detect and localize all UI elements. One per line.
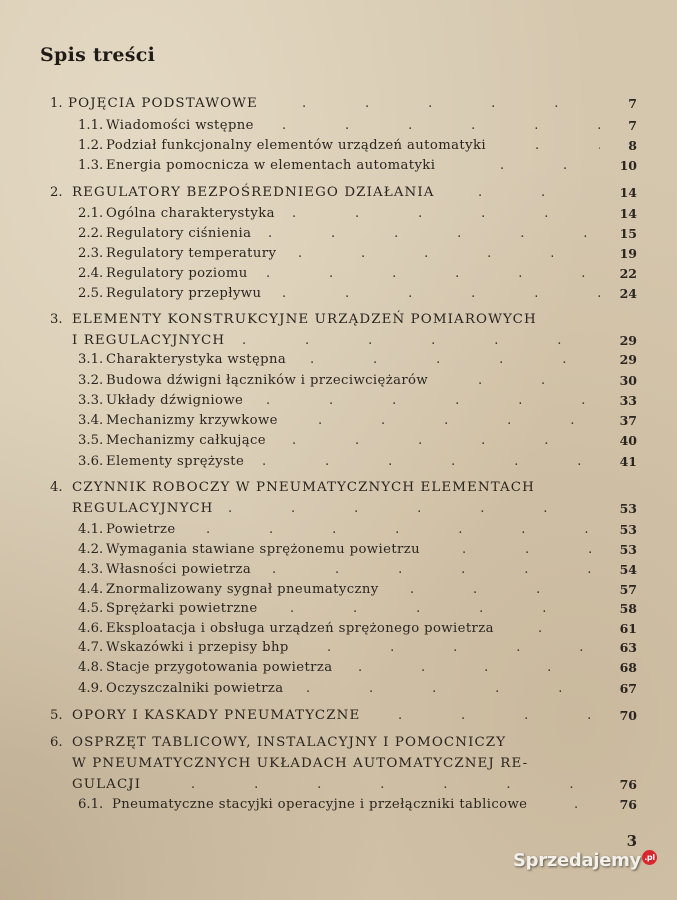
toc-entry-title: Regulatory temperatury xyxy=(106,246,277,261)
toc-entry-page: 41 xyxy=(619,454,637,469)
toc-entry-title: Znormalizowany sygnał pneumatyczny xyxy=(106,582,379,597)
toc-entry xyxy=(0,224,677,244)
toc-leader-dots xyxy=(358,658,600,678)
toc-entry xyxy=(0,540,677,560)
toc-entry xyxy=(0,619,677,639)
toc-entry-page: 58 xyxy=(619,601,637,616)
toc-entry-page: 70 xyxy=(619,708,637,723)
toc-entry xyxy=(0,452,677,472)
toc-entry-title: Własności powietrza xyxy=(106,562,252,577)
toc-entry xyxy=(0,679,677,699)
toc-entry-number: 5. xyxy=(50,708,63,723)
toc-entry-title: Mechanizmy krzywkowe xyxy=(106,413,278,428)
toc-leader-dots xyxy=(535,136,600,156)
toc-entry-page: 53 xyxy=(619,542,637,557)
toc-entry xyxy=(0,560,677,580)
toc-entry-title: REGULATORY BEZPOŚREDNIEGO DZIAŁANIA xyxy=(72,185,435,200)
toc-leader-dots xyxy=(128,775,600,795)
toc-entry-number: 1. xyxy=(50,96,63,111)
toc-entry-page: 63 xyxy=(619,640,637,655)
toc-entry xyxy=(0,244,677,264)
toc-entry-number: 2. xyxy=(50,185,63,200)
toc-entry-number: 4.4. xyxy=(78,582,104,597)
toc-leader-dots xyxy=(462,540,600,560)
toc-entry-title: Wskazówki i przepisy bhp xyxy=(106,640,289,655)
toc-entry-page: 76 xyxy=(619,797,637,812)
toc-leader-dots xyxy=(398,706,600,726)
toc-entry-page: 53 xyxy=(619,522,637,537)
toc-entry-page: 7 xyxy=(628,118,637,133)
toc-entry-title: W PNEUMATYCZNYCH UKŁADACH AUTOMATYCZNEJ RE- xyxy=(72,756,529,771)
toc-entry-page: 57 xyxy=(619,582,637,597)
toc-entry-number: 2.3. xyxy=(78,246,104,261)
toc-entry xyxy=(0,599,677,619)
toc-entry-title: OPORY I KASKADY PNEUMATYCZNE xyxy=(72,708,361,723)
toc-entry xyxy=(0,94,677,114)
toc-entry-title: POJĘCIA PODSTAWOWE xyxy=(68,96,258,111)
toc-entry-title: CZYNNIK ROBOCZY W PNEUMATYCZNYCH ELEMENTACH xyxy=(72,480,535,495)
toc-leader-dots xyxy=(290,599,600,619)
toc-entry-number: 4.9. xyxy=(78,681,104,696)
toc-entry-title: REGULACYJNYCH xyxy=(72,501,214,516)
toc-leader-dots xyxy=(282,284,600,304)
toc-entry xyxy=(0,136,677,156)
toc-leader-dots xyxy=(318,411,600,431)
toc-entry-number: 3.2. xyxy=(78,373,104,388)
toc-entry-page: 33 xyxy=(619,393,637,408)
toc-entry-title: Regulatory poziomu xyxy=(106,266,248,281)
toc-entry-number: 2.5. xyxy=(78,286,104,301)
toc-entry xyxy=(0,638,677,658)
toc-leader-dots xyxy=(310,350,600,370)
toc-entry-number: 2.1. xyxy=(78,206,104,221)
toc-entry-title: Oczyszczalniki powietrza xyxy=(106,681,284,696)
toc-entry-number: 4.3. xyxy=(78,562,104,577)
toc-entry-page: 15 xyxy=(619,226,637,241)
toc-entry xyxy=(0,499,677,519)
toc-leader-dots xyxy=(228,499,600,519)
toc-entry-number: 1.2. xyxy=(78,138,104,153)
toc-entry-title: OSPRZĘT TABLICOWY, INSTALACYJNY I POMOCNICZY xyxy=(72,735,507,750)
toc-entry xyxy=(0,706,677,726)
toc-entry-number: 3.6. xyxy=(78,454,104,469)
toc-leader-dots xyxy=(538,619,600,639)
page-number: 3 xyxy=(626,832,637,850)
toc-entry-number: 3.5. xyxy=(78,433,104,448)
toc-entry xyxy=(0,264,677,284)
toc-entry-title: Ogólna charakterystyka xyxy=(106,206,275,221)
toc-entry xyxy=(0,775,677,795)
toc-entry-title: I REGULACYJNYCH xyxy=(72,333,226,348)
toc-entry-number: 4.1. xyxy=(78,522,104,537)
toc-leader-dots xyxy=(410,580,600,600)
toc-leader-dots xyxy=(306,679,600,699)
toc-leader-dots xyxy=(242,331,600,351)
toc-leader-dots xyxy=(266,264,600,284)
toc-entry-title: Stacje przygotowania powietrza xyxy=(106,660,333,675)
toc-leader-dots xyxy=(272,560,600,580)
toc-entry xyxy=(0,156,677,176)
toc-leader-dots xyxy=(264,638,600,658)
toc-entry-page: 67 xyxy=(619,681,637,696)
toc-entry xyxy=(0,350,677,370)
toc-entry-title: Sprężarki powietrzne xyxy=(106,601,258,616)
toc-entry xyxy=(0,733,677,753)
toc-entry-number: 6. xyxy=(50,735,63,750)
toc-entry-number: 4.6. xyxy=(78,621,104,636)
toc-entry-number: 4.7. xyxy=(78,640,104,655)
page-title: Spis treści xyxy=(40,44,156,66)
toc-entry-title: Energia pomocnicza w elementach automatyki xyxy=(106,158,436,173)
toc-entry-number: 1.3. xyxy=(78,158,104,173)
toc-entry xyxy=(0,204,677,224)
toc-entry-page: 10 xyxy=(619,158,637,173)
toc-entry xyxy=(0,310,677,330)
toc-entry-title: Układy dźwigniowe xyxy=(106,393,244,408)
toc-entry xyxy=(0,431,677,451)
toc-entry-title: Pneumatyczne stacyjki operacyjne i przełączniki tablicowe xyxy=(112,797,528,812)
toc-entry-page: 14 xyxy=(619,206,637,221)
toc-entry-title: ELEMENTY KONSTRUKCYJNE URZĄDZEŃ POMIAROWYCH xyxy=(72,312,537,327)
toc-entry-page: 8 xyxy=(628,138,637,153)
toc-entry-title: GULACJI xyxy=(72,777,142,792)
watermark-text: Sprzedajemy xyxy=(512,850,641,871)
toc-entry-title: Wiadomości wstępne xyxy=(106,118,254,133)
toc-entry-number: 3.1. xyxy=(78,352,104,367)
toc-leader-dots xyxy=(262,452,600,472)
toc-entry-page: 37 xyxy=(619,413,637,428)
toc-leader-dots xyxy=(298,244,600,264)
toc-entry-title: Charakterystyka wstępna xyxy=(106,352,287,367)
toc-entry xyxy=(0,331,677,351)
toc-entry-title: Eksploatacja i obsługa urządzeń sprężonego powietrza xyxy=(106,621,494,636)
toc-entry-page: 30 xyxy=(619,373,637,388)
toc-entry-page: 29 xyxy=(619,333,637,348)
toc-entry-title: Podział funkcjonalny elementów urządzeń automatyki xyxy=(106,138,486,153)
toc-entry xyxy=(0,116,677,136)
watermark-logo xyxy=(513,850,657,871)
toc-entry-page: 22 xyxy=(619,266,637,281)
toc-entry xyxy=(0,795,677,815)
toc-entry-page: 24 xyxy=(619,286,637,301)
toc-entry-title: Regulatory przepływu xyxy=(106,286,262,301)
toc-entry xyxy=(0,391,677,411)
toc-leader-dots xyxy=(268,224,600,244)
toc-leader-dots xyxy=(302,94,600,114)
toc-leader-dots xyxy=(478,183,600,203)
toc-leader-dots xyxy=(478,371,600,391)
toc-entry-number: 4. xyxy=(50,480,63,495)
toc-entry-page: 61 xyxy=(619,621,637,636)
toc-entry xyxy=(0,580,677,600)
toc-entry-page: 19 xyxy=(619,246,637,261)
toc-leader-dots xyxy=(500,156,600,176)
toc-entry xyxy=(0,520,677,540)
toc-entry-page: 68 xyxy=(619,660,637,675)
toc-entry-page: 40 xyxy=(619,433,637,448)
toc-entry-number: 3.3. xyxy=(78,393,104,408)
toc-entry-title: Elementy sprężyste xyxy=(106,454,245,469)
toc-entry xyxy=(0,284,677,304)
toc-entry-number: 4.2. xyxy=(78,542,104,557)
toc-entry-page: 7 xyxy=(628,96,637,111)
toc-entry-title: Wymagania stawiane sprężonemu powietrzu xyxy=(106,542,420,557)
toc-entry-title: Regulatory ciśnienia xyxy=(106,226,252,241)
toc-entry xyxy=(0,754,677,774)
toc-entry-page: 54 xyxy=(619,562,637,577)
toc-entry xyxy=(0,658,677,678)
toc-entry-number: 3. xyxy=(50,312,63,327)
toc-entry-number: 2.2. xyxy=(78,226,104,241)
toc-entry xyxy=(0,183,677,203)
toc-entry-number: 6.1. xyxy=(78,797,104,812)
toc-entry-number: 1.1. xyxy=(78,118,104,133)
toc-leader-dots xyxy=(266,391,600,411)
toc-entry xyxy=(0,371,677,391)
toc-leader-dots xyxy=(292,431,600,451)
toc-entry-number: 3.4. xyxy=(78,413,104,428)
toc-entry-page: 53 xyxy=(619,501,637,516)
toc-entry-number: 4.8. xyxy=(78,660,104,675)
toc-entry xyxy=(0,411,677,431)
watermark-suffix: .pl xyxy=(642,850,657,865)
toc-entry-page: 76 xyxy=(619,777,637,792)
toc-leader-dots xyxy=(282,116,600,136)
toc-leader-dots xyxy=(206,520,600,540)
toc-entry-number: 2.4. xyxy=(78,266,104,281)
toc-entry-number: 4.5. xyxy=(78,601,104,616)
toc-entry-title: Powietrze xyxy=(106,522,176,537)
toc-entry-title: Mechanizmy całkujące xyxy=(106,433,267,448)
toc-leader-dots xyxy=(292,204,600,224)
toc-entry-page: 29 xyxy=(619,352,637,367)
toc-entry-page: 14 xyxy=(619,185,637,200)
toc-entry xyxy=(0,478,677,498)
toc-entry-title: Budowa dźwigni łączników i przeciwciężarów xyxy=(106,373,429,388)
